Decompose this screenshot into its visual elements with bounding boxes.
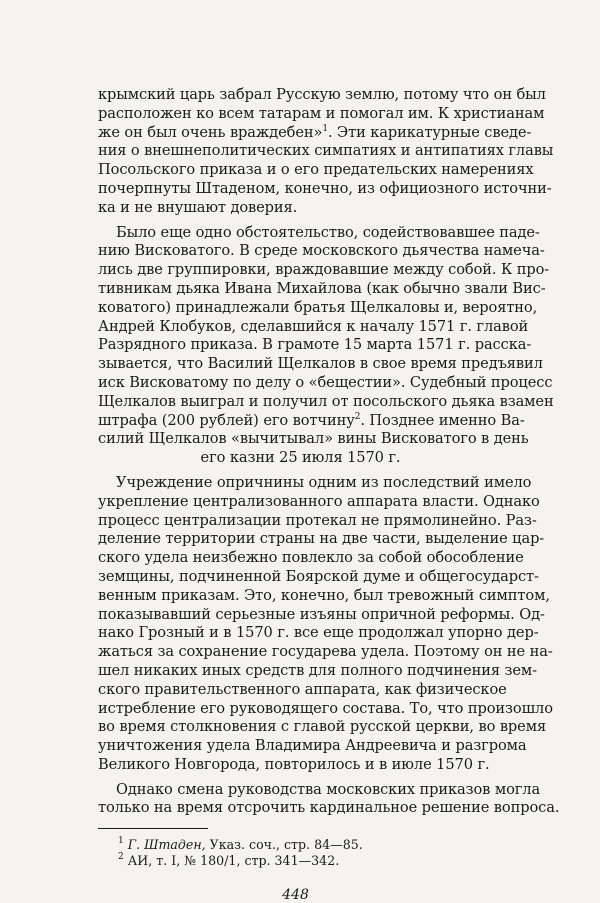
text-line: укрепление централизованного аппарата власти. Однако bbox=[98, 492, 540, 510]
text-line: жаться за сохранение государева удела. Поэтому он не на- bbox=[98, 643, 553, 661]
text-line: же он был очень враждебен»$^1$. Эти карикатурные сведе- bbox=[98, 123, 532, 141]
text-line: процесс централизации протекал не прямолинейно. Раз- bbox=[98, 511, 537, 529]
text-line: деление территории страны на две части, выделение цар- bbox=[98, 530, 545, 548]
text-line: крымский царь забрал Русскую землю, потому что он был bbox=[98, 86, 546, 103]
text-line: лись две группировки, враждовавшие между собой. К про- bbox=[98, 261, 550, 279]
text-line: Андрей Клобуков, сделавшийся к началу 1571 г. главой bbox=[98, 317, 529, 335]
main-text bbox=[98, 86, 560, 818]
text-line: уничтожения удела Владимира Андреевича и разгрома bbox=[98, 737, 527, 755]
footnote-rule bbox=[98, 828, 208, 829]
text-line: ка и не внушают доверия. bbox=[98, 198, 298, 216]
text-line: почерпнуты Штаденом, конечно, из официозного источни- bbox=[98, 179, 552, 197]
text-line: Великого Новгорода, повторилось и в июле 1570 г. bbox=[98, 755, 490, 773]
footnote-marker: 2 bbox=[354, 411, 361, 422]
footnote-mark: 2 bbox=[118, 852, 124, 863]
footnotes bbox=[98, 837, 503, 869]
paragraph-4 bbox=[98, 780, 560, 819]
text-line: иск Висковатому по делу о «бещестии». Судебный процесс bbox=[98, 373, 553, 391]
text-line: силий Щелкалов «вычитывал» вины Висковатого в день bbox=[98, 430, 529, 448]
footnote-author: Г. Штаден, bbox=[127, 837, 206, 853]
footnote-text: АИ, т. I, № 180/1, стр. 341—342. bbox=[127, 853, 340, 869]
text-line: венным приказам. Это, конечно, был тревожный симптом, bbox=[98, 586, 550, 604]
footnote-marker: 1 bbox=[322, 123, 328, 134]
text-line: расположен ко всем татарам и помогал им. К христианам bbox=[98, 104, 545, 122]
text-line: земщины, подчиненной Боярской думе и общегосударст- bbox=[98, 567, 539, 585]
text-line: шел никаких иных средств для полного подчинения зем- bbox=[98, 661, 537, 679]
text-line: нако Грозный и в 1570 г. все еще продолжал упорно дер- bbox=[98, 624, 539, 642]
text-line: коватого) принадлежали братья Щелкаловы и, вероятно, bbox=[98, 298, 538, 316]
text-line: зывается, что Василий Щелкалов в свое время предъявил bbox=[98, 355, 543, 373]
paragraph-2 bbox=[98, 223, 554, 468]
page-number: 448 bbox=[282, 887, 309, 903]
text-line: во время столкновения с главой русской церкви, во время bbox=[98, 718, 547, 736]
text-line: только на время отсрочить кардинальное решение вопроса. bbox=[98, 799, 560, 817]
footnote-2 bbox=[98, 853, 503, 869]
footnote-mark: 1 bbox=[118, 836, 124, 847]
paragraph-1 bbox=[98, 86, 554, 218]
text-line: Было еще одно обстоятельство, содействовавшее паде- bbox=[116, 223, 540, 241]
footnote-text: Указ. соч., стр. 84—85. bbox=[209, 837, 363, 853]
text-line: Разрядного приказа. В грамоте 15 марта 1571 г. расска- bbox=[98, 336, 532, 354]
text-line: показывавший серьезные изъяны опричной реформы. Од- bbox=[98, 605, 545, 623]
paragraph-3 bbox=[98, 473, 553, 775]
text-line: нию Висковатого. В среде московского дьячества намеча- bbox=[98, 242, 545, 260]
text-line: ского правительственного аппарата, как физическое bbox=[98, 680, 507, 698]
text-line: ния о внешнеполитических симпатиях и антипатиях главы bbox=[98, 142, 554, 160]
text-line: Учреждение опричнины одним из последствий имело bbox=[116, 473, 532, 491]
page-body bbox=[98, 86, 560, 903]
text-line: Посольского приказа и о его предательских намерениях bbox=[98, 161, 534, 179]
text-line: тивникам дьяка Ивана Михайлова (как обычно звали Вис- bbox=[98, 279, 546, 297]
text-line: Щелкалов выиграл и получил от посольского дьяка взамен bbox=[98, 392, 554, 410]
text-line: его казни 25 июля 1570 г. bbox=[200, 449, 401, 467]
text-line: штрафа (200 рублей) его вотчину$^2$. Позднее именно Ва- bbox=[98, 411, 525, 429]
text-line: ского удела неизбежно повлекло за собой обособление bbox=[98, 549, 524, 567]
text-line: истребление его руководящего состава. То, что произошло bbox=[98, 699, 553, 717]
text-line: Однако смена руководства московских приказов могла bbox=[116, 780, 541, 798]
footnote-1 bbox=[98, 837, 503, 853]
